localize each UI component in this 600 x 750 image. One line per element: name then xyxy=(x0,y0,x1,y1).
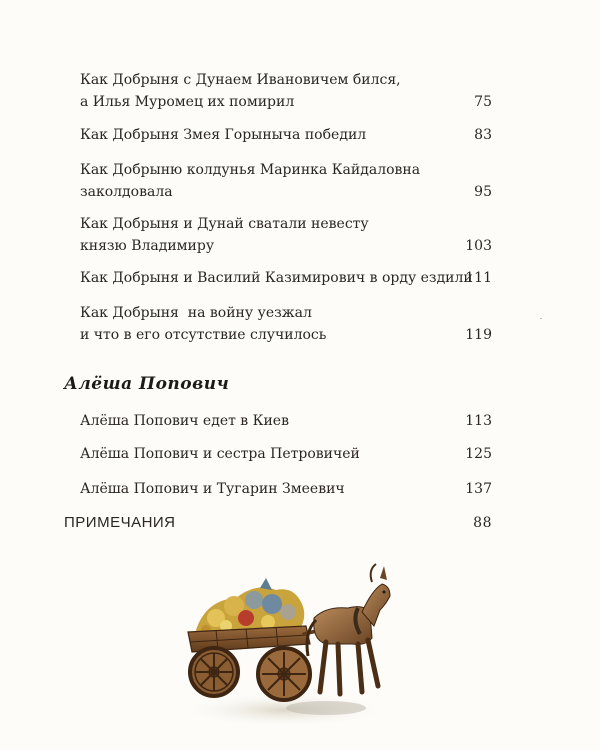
entry-line: Как Добрыня и Дунай сватали невесту xyxy=(80,216,369,232)
page-number: 103 xyxy=(465,238,492,254)
print-speck xyxy=(540,318,542,319)
notes-label: ПРИМЕЧАНИЯ xyxy=(64,514,176,531)
toc-entry xyxy=(80,443,492,465)
toc-entry xyxy=(80,410,492,432)
entry-line: Как Добрыня на войну уезжал xyxy=(80,305,312,321)
toc-entry xyxy=(80,302,492,346)
page-number: 88 xyxy=(473,515,492,531)
toc-entry xyxy=(80,124,492,146)
toc-entry xyxy=(80,69,492,113)
page-number: 113 xyxy=(465,413,492,429)
entry-line: Алёша Попович едет в Киев xyxy=(80,413,289,429)
page-number: 83 xyxy=(474,127,492,143)
page-number: 95 xyxy=(474,184,492,200)
section-heading: Алёша Попович xyxy=(64,374,230,394)
entry-line: князю Владимиру xyxy=(80,238,215,254)
toc-entry xyxy=(80,213,492,257)
entry-line: Алёша Попович и сестра Петровичей xyxy=(80,446,360,462)
entry-line: Как Добрыня с Дунаем Ивановичем бился, xyxy=(80,72,401,88)
page-number: 75 xyxy=(474,94,492,110)
entry-line: а Илья Муромец их помирил xyxy=(80,94,295,110)
entry-line: Алёша Попович и Тугарин Змеевич xyxy=(80,481,345,497)
entry-line: Как Добрыня Змея Горыныча победил xyxy=(80,127,367,143)
page-number: 137 xyxy=(465,481,492,497)
page-number: 119 xyxy=(465,327,492,343)
toc-entry xyxy=(80,159,492,203)
page-number: 111 xyxy=(465,270,492,286)
entry-line: Как Добрыню колдунья Маринка Кайдаловна xyxy=(80,162,421,178)
entry-line: и что в его отсутствие случилось xyxy=(80,327,327,343)
entry-line: заколдовала xyxy=(80,184,173,200)
toc-entry xyxy=(80,478,492,500)
notes-entry xyxy=(64,512,492,534)
toc-entry xyxy=(80,267,492,289)
page-number: 125 xyxy=(465,446,492,462)
entry-line: Как Добрыня и Василий Казимирович в орду ездили xyxy=(80,270,473,286)
cart-illustration xyxy=(176,560,396,730)
